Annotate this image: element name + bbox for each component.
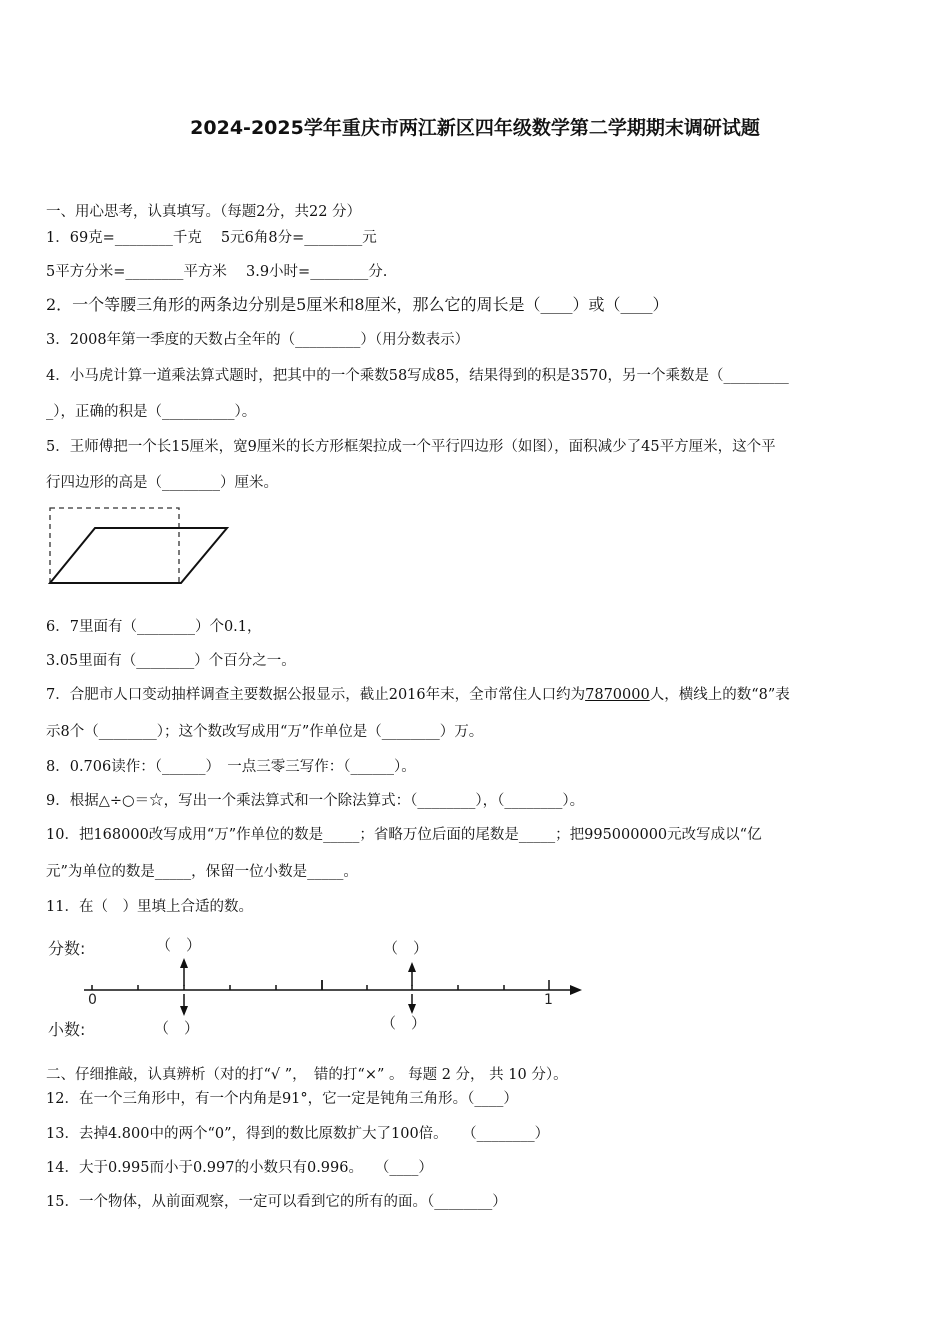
question-1b: 5平方分米=________平方米 3.9小时=________分. [46,264,388,280]
question-10a: 10．把168000改写成用“万”作单位的数是_____；省略万位后面的尾数是_____；把995000000元改写成以“亿 [46,827,762,843]
question-5a: 5．王师傅把一个长15厘米，宽9厘米的长方形框架拉成一个平行四边形（如图），面积减少了45平方厘米，这个平 [46,439,776,455]
underlined-number: 7870000 [585,687,650,703]
rectangle-frame-dashed [50,508,179,583]
section1-heading: 一、用心思考，认真填写。（每题2分，共22 分） [46,204,362,220]
question-7a-post: 人，横线上的数“8”表 [649,687,790,703]
question-5b: 行四边形的高是（________）厘米。 [46,475,278,491]
question-15: 15．一个物体，从前面观察，一定可以看到它的所有的面。（________） [46,1194,507,1210]
question-2: 2．一个等腰三角形的两条边分别是5厘米和8厘米，那么它的周长是（____）或（____） [46,295,669,314]
up-arrow-2-head [408,962,416,972]
fraction-blank-2: （ ） [383,939,429,957]
question-7b: 示8个（________）；这个数改写成用“万”作单位是（________）万。 [46,724,484,740]
decimal-label: 小数: [48,1020,86,1039]
one-label: 1 [544,992,553,1008]
up-arrow-1-head [180,958,188,968]
number-line-figure [44,928,594,1048]
question-7a-pre: 7．合肥市人口变动抽样调查主要数据公报显示，截止2016年末，全市常住人口约为 [46,687,586,703]
parallelogram-figure [46,505,236,589]
decimal-blank-2: （ ） [381,1014,427,1032]
section2-heading: 二、仔细推敲，认真辨析（对的打“√ ”， 错的打“×” 。 每题 2 分， 共 10 分）。 [46,1067,568,1083]
question-4a: 4．小马虎计算一道乘法算式题时，把其中的一个乘数58写成85，结果得到的积是3570，另一个乘数是（_________ [46,368,789,384]
question-6a: 6．7里面有（________）个0.1， [46,619,262,635]
fraction-blank-1: （ ） [156,936,202,954]
question-3: 3．2008年第一季度的天数占全年的（_________）（用分数表示） [46,332,470,348]
question-4b: _），正确的积是（__________）。 [46,404,257,420]
number-line-arrowhead [570,985,582,995]
fraction-label: 分数: [48,939,86,958]
question-8: 8．0.706读作：（______） 一点三零三写作：（______）。 [46,759,416,775]
question-10b: 元”为单位的数是_____，保留一位小数是_____。 [46,864,358,880]
decimal-blank-1: （ ） [154,1019,200,1037]
question-9: 9．根据△÷○＝☆，写出一个乘法算式和一个除法算式：（________），（________）。 [46,793,585,809]
question-13: 13．去掉4.800中的两个“0”，得到的数比原数扩大了100倍。 （________） [46,1126,550,1142]
down-arrow-1-head [180,1006,188,1016]
question-11: 11．在（ ）里填上合适的数。 [46,899,253,915]
question-7a [46,685,790,705]
parallelogram-shape [50,528,227,583]
page-title: 2024-2025学年重庆市两江新区四年级数学第二学期期末调研试题 [190,117,760,139]
question-14: 14．大于0.995而小于0.997的小数只有0.996。 （____） [46,1160,433,1176]
question-1a: 1．69克=________千克 5元6角8分=________元 [46,230,377,246]
question-6b: 3.05里面有（________）个百分之一。 [46,653,296,669]
down-arrow-2-head [408,1004,416,1014]
zero-label: 0 [88,992,97,1008]
question-12: 12．在一个三角形中，有一个内角是91°，它一定是钝角三角形。（____） [46,1091,518,1107]
